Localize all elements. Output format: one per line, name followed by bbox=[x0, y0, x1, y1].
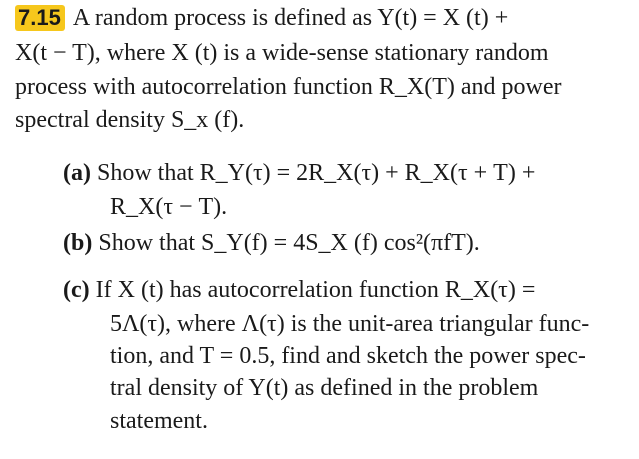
part-b-label: (b) bbox=[63, 230, 93, 256]
part-c-line-5: statement. bbox=[110, 408, 208, 434]
problem-number-badge: 7.15 bbox=[15, 5, 65, 31]
part-a-label: (a) bbox=[63, 160, 91, 186]
part-c-label: (c) bbox=[63, 277, 90, 303]
part-a-line-1 bbox=[63, 158, 535, 188]
part-c-line-3: tion, and T = 0.5, find and sketch the power spec- bbox=[110, 343, 586, 369]
problem-intro-line-4: spectral density S_x (f). bbox=[15, 107, 245, 133]
part-a-text-1: Show that R_Y(τ) = 2R_X(τ) + R_X(τ + T) + bbox=[96, 160, 536, 186]
part-c-line-1 bbox=[63, 275, 535, 305]
part-c-text-1: If X (t) has autocorrelation function R_X(τ) = bbox=[95, 277, 536, 303]
part-b-text-1: Show that S_Y(f) = 4S_X (f) cos²(πfT). bbox=[98, 230, 480, 256]
part-a-line-2: R_X(τ − T). bbox=[110, 194, 228, 220]
part-b-line-1 bbox=[63, 228, 480, 258]
problem-intro-line-1 bbox=[15, 3, 508, 33]
problem-intro-line-2: X(t − T), where X (t) is a wide-sense stationary random bbox=[15, 40, 549, 66]
intro-text-1: A random process is defined as Y(t) = X (t) + bbox=[72, 5, 509, 31]
part-c-line-2: 5Λ(τ), where Λ(τ) is the unit-area triangular func- bbox=[110, 311, 590, 337]
part-c-line-4: tral density of Y(t) as defined in the problem bbox=[110, 375, 539, 401]
problem-intro-line-3: process with autocorrelation function R_X(T) and power bbox=[15, 74, 562, 100]
